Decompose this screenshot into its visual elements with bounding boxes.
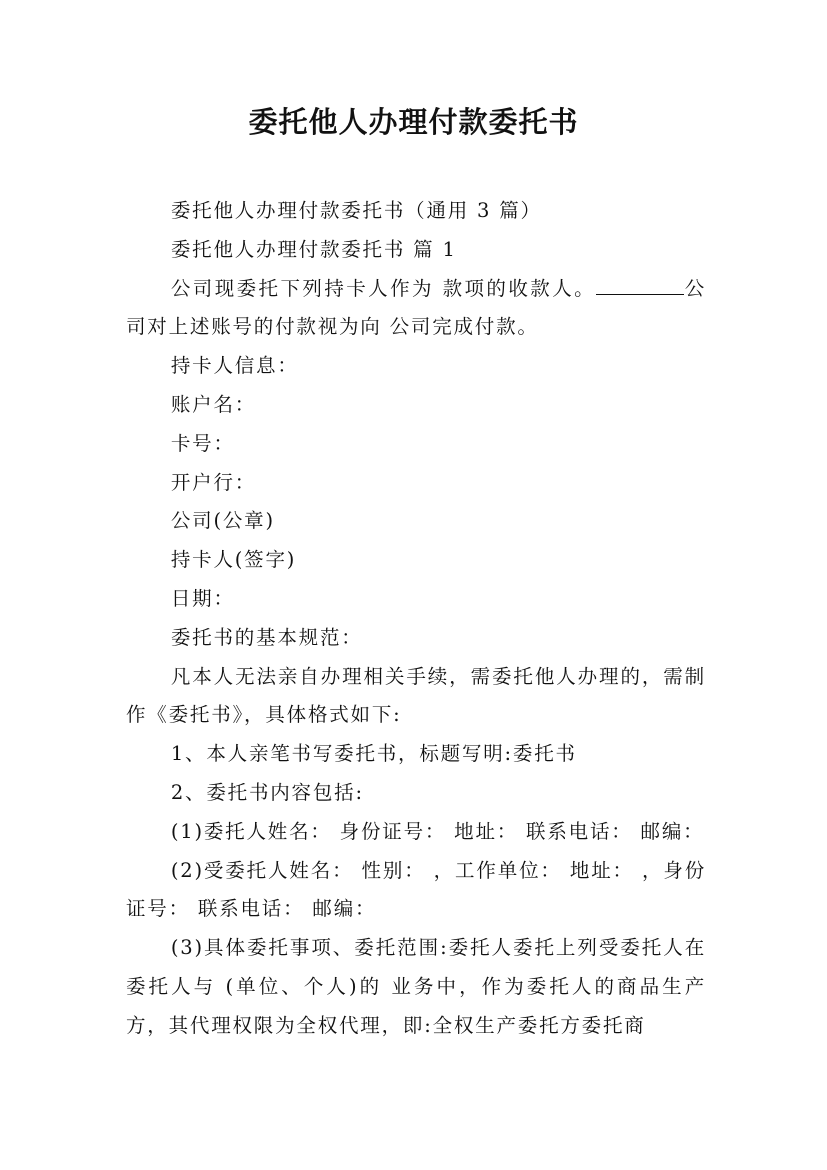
- paragraph-item-2-3: (3)具体委托事项、委托范围:委托人委托上列受委托人在委托人与 (单位、个人)的 业务中，作为委托人的商品生产方，其代理权限为全权代理，即:全权生产委托方委托商: [126, 936, 706, 1037]
- paragraph-intro: 凡本人无法亲自办理相关手续，需委托他人办理的，需制作《委托书》，具体格式如下:: [126, 664, 706, 727]
- paragraph-date: 日期：: [170, 586, 235, 610]
- paragraph-bank: 开户行：: [170, 470, 257, 494]
- paragraph-delegation-continued: 公司对上述账号的付款视为向 公司完成付款。: [126, 276, 706, 339]
- blank-line: [596, 280, 684, 295]
- document-body: [126, 192, 706, 1046]
- paragraph-basic-norms: 委托书的基本规范：: [170, 625, 363, 649]
- paragraph-item-2-1: (1)委托人姓名： 身份证号： 地址： 联系电话： 邮编：: [170, 819, 705, 843]
- document-title: 委托他人办理付款委托书: [248, 105, 579, 139]
- paragraph-delegation-text: 公司现委托下列持卡人作为 款项的收款人。: [170, 276, 597, 300]
- paragraph-cardholder-info: 持卡人信息：: [170, 354, 299, 378]
- paragraph-account-name: 账户名：: [170, 392, 257, 416]
- paragraph-item-2-2: (2)受委托人姓名： 性别： ，工作单位： 地址： ，身份证号： 联系电话： 邮编：: [126, 858, 706, 921]
- paragraph-cardholder-signature: 持卡人(签字): [170, 548, 297, 572]
- paragraph-delegation: [126, 270, 706, 348]
- paragraph-item-2: 2、委托书内容包括:: [170, 780, 364, 804]
- paragraph-section-heading: 委托他人办理付款委托书 篇 1: [170, 237, 457, 261]
- paragraph-company-seal: 公司(公章): [170, 509, 275, 533]
- paragraph-card-number: 卡号：: [170, 431, 235, 455]
- paragraph-subtitle: 委托他人办理付款委托书（通用 3 篇）: [170, 199, 542, 222]
- paragraph-item-1: 1、本人亲笔书写委托书，标题写明:委托书: [170, 742, 577, 766]
